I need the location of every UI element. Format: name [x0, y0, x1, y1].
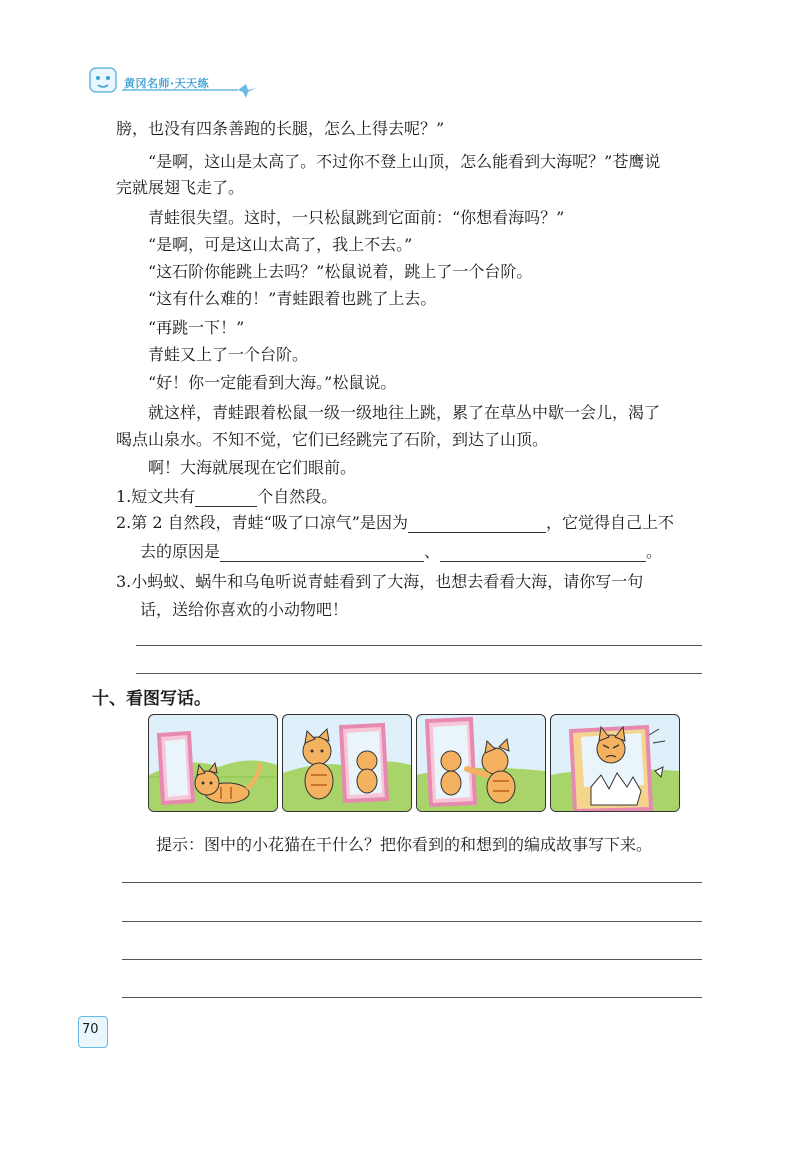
story-paragraph: 膀，也没有四条善跑的长腿，怎么上得去呢？” — [116, 119, 445, 138]
writing-line[interactable] — [122, 959, 702, 960]
answer-blank[interactable] — [408, 516, 546, 533]
question-text: ，它觉得自己上不 — [545, 513, 674, 532]
question-text: 个自然段。 — [257, 487, 338, 506]
writing-line[interactable] — [136, 673, 702, 674]
story-paragraph: “是啊，可是这山太高了，我上不去。” — [148, 235, 413, 254]
answer-blank[interactable] — [440, 545, 646, 562]
writing-line[interactable] — [122, 882, 702, 883]
question-1 — [116, 487, 337, 507]
cat-hitting-mirror-icon — [416, 714, 546, 812]
writing-line[interactable] — [122, 997, 702, 998]
story-paragraph: “再跳一下！” — [148, 318, 245, 337]
story-paragraph: 啊！大海就展现在它们眼前。 — [148, 458, 357, 477]
question-2-line-2 — [140, 542, 662, 562]
story-paragraph: 青蛙很失望。这时，一只松鼠跳到它面前：“你想看海吗？” — [148, 208, 565, 227]
picture-panels — [148, 714, 672, 814]
writing-line[interactable] — [136, 645, 702, 646]
story-paragraph: “是啊，这山是太高了。不过你不登上山顶，怎么能看到大海呢？”苍鹰说 — [148, 152, 661, 171]
story-paragraph: “这石阶你能跳上去吗？”松鼠说着，跳上了一个台阶。 — [148, 262, 533, 281]
question-text: 2.第 2 自然段，青蛙“吸了口凉气”是因为 — [116, 513, 408, 532]
story-paragraph: 完就展翅飞走了。 — [116, 178, 245, 197]
story-paragraph: 喝点山泉水。不知不觉，它们已经跳完了石阶，到达了山顶。 — [116, 430, 549, 449]
section-title: 十、看图写话。 — [92, 689, 211, 709]
broken-mirror-angry-cat-icon — [550, 714, 680, 812]
question-2 — [116, 513, 674, 533]
cat-walking-past-mirror-icon — [148, 714, 278, 812]
question-text: 1.短文共有 — [116, 487, 196, 506]
question-3-line-2: 话，送给你喜欢的小动物吧！ — [140, 600, 349, 619]
hint-text: 提示：图中的小花猫在干什么？把你看到的和想到的编成故事写下来。 — [156, 835, 653, 854]
cat-looking-in-mirror-icon — [282, 714, 412, 812]
story-paragraph: 就这样，青蛙跟着松鼠一级一级地往上跳，累了在草丛中歇一会儿，渴了 — [148, 403, 661, 422]
question-text: 。 — [646, 542, 663, 561]
story-paragraph: 青蛙又上了一个台阶。 — [148, 345, 309, 364]
writing-line[interactable] — [122, 921, 702, 922]
story-paragraph: “好！你一定能看到大海。”松鼠说。 — [148, 373, 397, 392]
question-text: 、 — [424, 542, 441, 561]
header-brand: 黄冈名师·天天练 — [124, 77, 210, 90]
answer-blank[interactable] — [220, 545, 424, 562]
answer-blank[interactable] — [195, 490, 257, 507]
question-text: 去的原因是 — [140, 542, 221, 561]
page-number: 70 — [82, 1022, 99, 1037]
question-3: 3.小蚂蚁、蜗牛和乌龟听说青蛙看到了大海，也想去看看大海，请你写一句 — [116, 572, 644, 591]
story-paragraph: “这有什么难的！”青蛙跟着也跳了上去。 — [148, 289, 437, 308]
